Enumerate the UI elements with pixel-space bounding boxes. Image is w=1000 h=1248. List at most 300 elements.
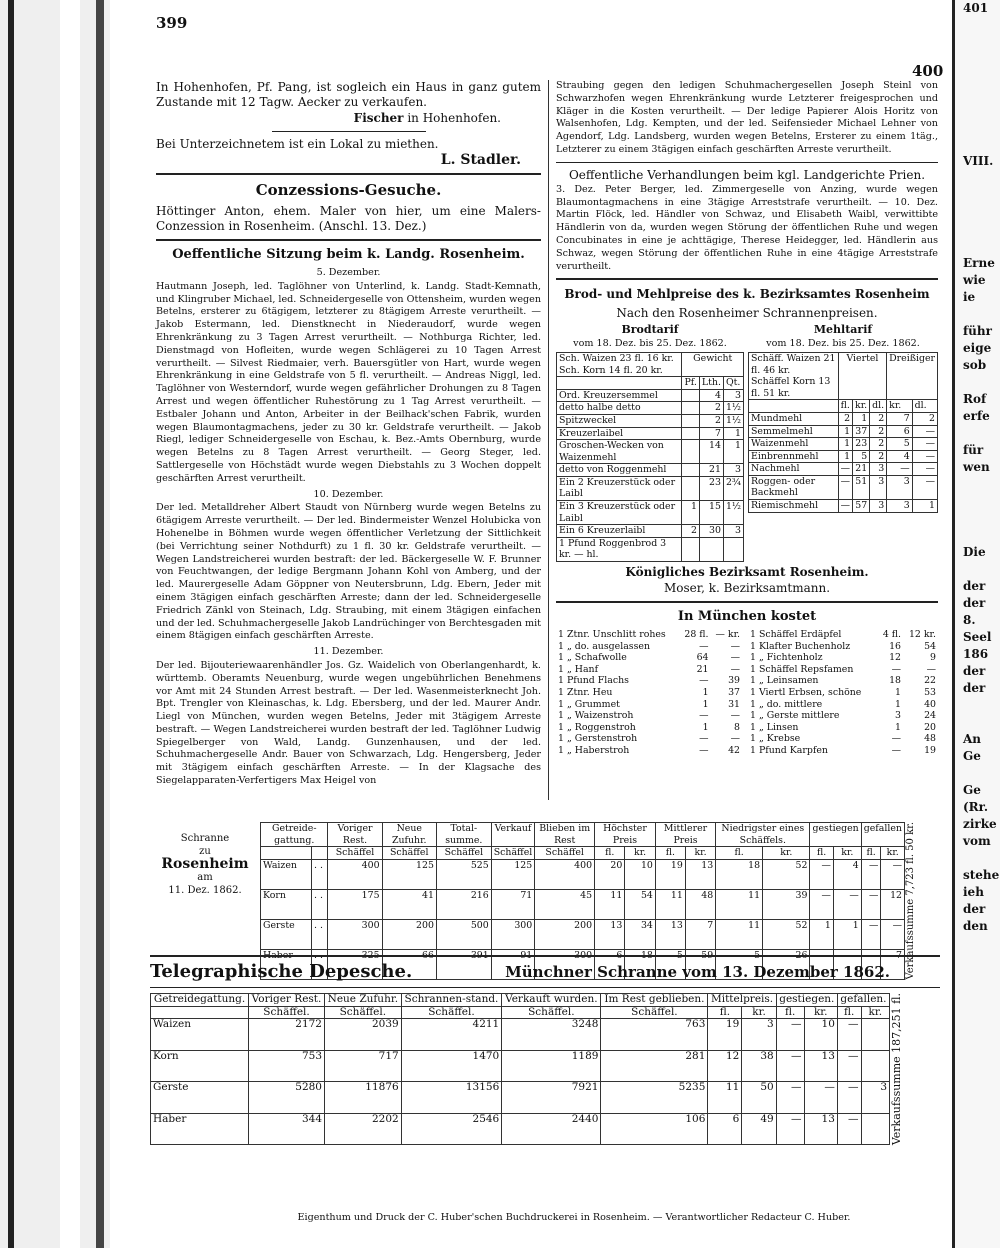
mehl-price-head: Schäff. Waizen 21 fl. 46 kr. Schäffel Korn 13 fl. 51 kr. <box>749 352 839 399</box>
verdicts-10-dez: Der led. Metalldreher Albert Staudt von Nürnberg wurde wegen Betelns zu 6tägigem Arreste verurtheilt. — Der led. Bindermeister Wenzel Holubicka von Hohenelbe in Böhmen wurde wegen öffentlicher Verletzung der Sittlichkeit (bei Verrichtung seiner Nothdurft) zu 1 fl. 30 kr. Geldstrafe verurtheilt. — Wegen Landstreicherei wurden bestraft: der led. Bäckergeselle W. F. Brunner von Feuchtwangen, der ledige Bergmann Johann Kohl von Amberg, und der led. Maurergeselle Adam Göppner von Neutersbrunn, Ldg. Ebern, Jeder mit einem 3tägigen einfach geschärften Arreste; dann der led. Schneidergeselle Friedrich Zänkl von Steinach, Ldg. Straubing, mit einem 3tägigen einfachen und der led. Schuhmachergeselle Jakob Landrüchinger von Berchtesgaden mit einem 8tägigen einfach geschärften Arreste. <box>156 502 541 642</box>
muenchen-row-cell: 4 fl. <box>882 629 901 641</box>
mehl-item: Einbrennmehl <box>749 450 839 463</box>
date-11-dez: 11. Dezember. <box>313 646 384 658</box>
schranne-unit: Schäffel <box>436 847 491 860</box>
muenchen-row-cell: 16 <box>889 640 901 652</box>
edge-text-line: Ge <box>963 749 981 763</box>
date-5-dez: 5. Dezember. <box>316 267 381 278</box>
mehl-cell: — <box>838 500 852 513</box>
schranne-unit: kr. <box>833 847 861 860</box>
schranne-cell: — <box>810 859 833 889</box>
depesche-cell: 1470 <box>401 1050 502 1081</box>
brod-cell: 1 <box>723 427 743 440</box>
muenchen-row-cell: 21 <box>696 663 709 675</box>
brod-cell <box>682 427 699 440</box>
depesche-cell: 19 <box>708 1019 742 1050</box>
mehl-cell: 3 <box>887 500 913 513</box>
muenchen-row-cell: 1 Pfund Karpfen <box>750 744 828 756</box>
depesche-cell: — <box>776 1082 804 1113</box>
schranne-row <box>261 919 905 949</box>
edge-text-line: ieh <box>963 885 984 899</box>
mehl-cell: 1 <box>838 425 852 438</box>
unit-blank <box>261 847 312 860</box>
muenchen-row-cell: — <box>699 710 709 722</box>
depesche-cell: 106 <box>601 1113 708 1145</box>
schranne-cell: 1 <box>810 919 833 949</box>
brod-cell <box>682 414 699 427</box>
muenchen-row-cell: 1 „ Haberstroh <box>558 744 630 756</box>
mehl-row <box>749 450 938 463</box>
muenchen-row <box>748 745 938 757</box>
muenchen-row-cell: 1 Viertl Erbsen, schöne <box>750 687 862 699</box>
edge-text-line: der <box>963 902 986 916</box>
mehl-cell: 1 <box>838 450 852 463</box>
imprint: Eigenthum und Druck der C. Huber'schen Buchdruckerei in Rosenheim. — Verantwortlicher Redacteur C. Huber. <box>297 1212 851 1223</box>
depesche-cell: 6 <box>708 1113 742 1145</box>
depesche-row <box>151 1019 890 1050</box>
mehl-row <box>749 500 938 513</box>
muenchen-row-cell: 1 „ do. ausgelassen <box>558 640 651 652</box>
brod-row <box>557 389 744 402</box>
depesche-row <box>151 1082 890 1113</box>
muenchen-row <box>556 722 742 734</box>
schranne-cell: 300 <box>328 919 382 949</box>
mehl-cell: — <box>912 463 937 476</box>
col-kr: kr. <box>853 400 870 413</box>
schranne-cell: 48 <box>685 889 715 919</box>
depesche-unit: Schäffel. <box>601 1006 708 1019</box>
depesche-header: gefallen. <box>837 994 889 1007</box>
schranne-cell: 54 <box>625 889 656 919</box>
mehl-row <box>749 425 938 438</box>
page-number-left: 399 <box>156 14 188 32</box>
muenchen-row-cell: 19 <box>924 744 936 756</box>
grain-name: Korn <box>261 889 312 919</box>
depesche-unit: kr. <box>861 1006 889 1019</box>
depesche-cell: 11876 <box>325 1082 402 1113</box>
schranne-cell: 5 <box>716 949 763 979</box>
schranne-cell: 20 <box>595 859 625 889</box>
schranne-header: Neue Zufuhr. <box>382 823 436 847</box>
muenchen-row-cell: — <box>699 640 709 652</box>
schranne-cell: 391 <box>436 949 491 979</box>
muenchen-row <box>556 641 742 653</box>
edge-text-line: der <box>963 579 986 593</box>
muenchen-row-cell: 22 <box>924 675 936 687</box>
depesche-cell: — <box>776 1019 804 1050</box>
schranne-cell: 71 <box>491 889 535 919</box>
edge-text-line: Die <box>963 545 986 559</box>
column-divider <box>548 80 549 800</box>
schranne-cell: 13 <box>595 919 625 949</box>
mehl-cell: 7 <box>887 412 913 425</box>
depesche-cell: 281 <box>601 1050 708 1081</box>
edge-text-line <box>955 714 1000 731</box>
edge-text-line <box>955 187 1000 204</box>
muenchen-row-cell: 31 <box>728 698 740 710</box>
brod-item: 1 Pfund Roggenbrod 3 kr. — hl. <box>557 537 682 561</box>
brod-cell: 2 <box>682 525 699 538</box>
depesche-unit: Schäffel. <box>502 1006 601 1019</box>
muenchen-row-cell: 37 <box>728 687 740 699</box>
muenchen-row <box>748 664 938 676</box>
muenchen-row-cell: 1 „ Leinsamen <box>750 675 819 687</box>
muenchen-row-cell: 1 „ Fichtenholz <box>750 652 823 664</box>
mehl-cell: — <box>838 463 852 476</box>
edge-text-line <box>955 697 1000 714</box>
brod-item: Ord. Kreuzersemmel <box>557 389 682 402</box>
dots: . . <box>312 919 328 949</box>
muenchen-row-cell: 1 „ Grummet <box>558 698 620 710</box>
schranne-unit: Schäffel <box>328 847 382 860</box>
brod-cell <box>723 537 743 561</box>
muenchen-row-cell: 1 „ Schafwolle <box>558 652 627 664</box>
edge-text-line: VIII. <box>963 154 994 168</box>
depesche-cell: 13 <box>804 1113 837 1145</box>
brod-cell: 23 <box>699 476 723 500</box>
schranne-cell: 200 <box>535 919 595 949</box>
depesche-header: Im Rest geblieben. <box>601 994 708 1007</box>
schranne-header: gestiegen <box>810 823 861 847</box>
schranne-header: gefallen <box>861 823 904 847</box>
depesche-cell <box>861 1113 889 1145</box>
schranne-cell: — <box>881 919 905 949</box>
schranne-cell: 13 <box>685 859 715 889</box>
muenchen-row-cell: 12 kr. <box>908 629 936 641</box>
brod-cell: 1 <box>723 440 743 464</box>
muenchen-row-cell: — <box>730 710 740 722</box>
mehl-cell: — <box>887 463 913 476</box>
schranne-cell: 300 <box>535 949 595 979</box>
muenchen-row <box>748 710 938 722</box>
mehl-item: Semmelmehl <box>749 425 839 438</box>
muenchen-row-cell: — <box>730 663 740 675</box>
muenchen-row-cell: 1 <box>895 687 901 699</box>
brod-cell <box>682 402 699 415</box>
edge-text-line <box>955 765 1000 782</box>
muenchen-row-cell: 54 <box>924 640 936 652</box>
schranne-unit: kr. <box>881 847 905 860</box>
mehl-cell: 2 <box>870 450 887 463</box>
muenchen-row-cell: 18 <box>889 675 901 687</box>
muenchen-row <box>748 687 938 699</box>
depesche-header: Schrannen-stand. <box>401 994 502 1007</box>
muenchen-row <box>556 629 742 641</box>
amt-signature: Moser, k. Bezirksamtmann. <box>663 581 831 596</box>
schranne-cell: 500 <box>436 919 491 949</box>
schranne-cell: 325 <box>328 949 382 979</box>
mehl-cell: 37 <box>853 425 870 438</box>
schranne-unit: fl. <box>595 847 625 860</box>
muenchen-row-cell: 1 „ Hanf <box>558 663 599 675</box>
muenchen-row-cell: 1 „ Krebse <box>750 733 801 745</box>
brod-row <box>557 537 744 561</box>
mehl-row <box>749 438 938 451</box>
schranne-cell: 125 <box>382 859 436 889</box>
col-pf: Pf. <box>682 377 699 390</box>
muenchen-row-cell: 1 „ Roggenstroh <box>558 721 636 733</box>
muenchen-row-cell: 1 „ Linsen <box>750 721 799 733</box>
date-10-dez: 10. Dezember. <box>313 488 384 500</box>
dots: . . <box>312 949 328 979</box>
muenchen-row-cell: 9 <box>930 652 936 664</box>
mehltarif-block <box>748 324 938 562</box>
mehl-cell: 23 <box>853 438 870 451</box>
mehl-cell: — <box>912 475 937 499</box>
depesche-cell: 2546 <box>401 1113 502 1145</box>
mehl-row <box>749 412 938 425</box>
depesche-cell: — <box>837 1050 861 1081</box>
brod-subtitle: Nach den Rosenheimer Schrannenpreisen. <box>616 306 878 321</box>
muenchen-row-cell: 1 „ do. mittlere <box>750 698 823 710</box>
brod-row <box>557 476 744 500</box>
edge-text-line: der <box>963 664 986 678</box>
brod-item: Ein 2 Kreuzerstück oder Laibl <box>557 476 682 500</box>
schranne-unit: Schäffel <box>382 847 436 860</box>
depesche-unit: Schäffel. <box>325 1006 402 1019</box>
edge-text-line: führ <box>963 324 992 338</box>
depesche-cell: 49 <box>742 1113 776 1145</box>
brod-item: detto halbe detto <box>557 402 682 415</box>
edge-text-line <box>955 170 1000 187</box>
brod-cell: 30 <box>699 525 723 538</box>
schranne-cell: 19 <box>655 859 685 889</box>
depesche-cell: — <box>837 1019 861 1050</box>
depesche-cell: 2172 <box>249 1019 325 1050</box>
edge-text-line <box>955 527 1000 544</box>
depesche-unit: Schäffel. <box>401 1006 502 1019</box>
edge-text-line <box>955 238 1000 255</box>
depesche-cell: — <box>776 1113 804 1145</box>
schranne-cell: 10 <box>625 859 656 889</box>
mehl-cell: 2 <box>870 438 887 451</box>
schranne-cell: 91 <box>491 949 535 979</box>
edge-text-line <box>955 34 1000 51</box>
brod-cell: 2 <box>699 414 723 427</box>
brod-row <box>557 414 744 427</box>
brodtarif-range: vom 18. Dez. bis 25. Dez. 1862. <box>573 338 727 350</box>
depesche-cell: 717 <box>325 1050 402 1081</box>
schranne-unit: fl. <box>655 847 685 860</box>
edge-text-line: stehe <box>963 868 1000 882</box>
schranne-summe: Verkaufssumme 7,723 fl. 50 kr. <box>905 822 916 980</box>
col-dl2: dl. <box>912 400 937 413</box>
muenchen-row-cell: 1 Klafter Buchenholz <box>750 640 851 652</box>
telegraph-section <box>150 955 940 1145</box>
muenchen-row <box>556 733 742 745</box>
edge-text-line: Erne <box>963 256 995 270</box>
schranne-cell: — <box>881 859 905 889</box>
muenchen-row-cell: 1 <box>895 698 901 710</box>
depesche-header: Verkauft wurden. <box>502 994 601 1007</box>
schranne-cell: 26 <box>763 949 810 979</box>
brod-cell: 3 <box>723 464 743 477</box>
grain-name: Gerste <box>151 1082 249 1113</box>
schranne-header: Blieben im Rest <box>535 823 595 847</box>
mehl-cell: — <box>912 450 937 463</box>
depesche-unit: kr. <box>804 1006 837 1019</box>
muenchen-row-cell: 20 <box>924 721 936 733</box>
depesche-cell: 2202 <box>325 1113 402 1145</box>
brod-cell <box>699 537 723 561</box>
muenchen-prices <box>556 629 938 757</box>
schranne-cell: — <box>861 889 881 919</box>
edge-text-line <box>955 119 1000 136</box>
mehl-item: Waizenmehl <box>749 438 839 451</box>
schranne-cell: 4 <box>833 859 861 889</box>
muenchen-row <box>748 675 938 687</box>
schranne-header: Höchster Preis <box>595 823 656 847</box>
depesche-unit: Schäffel. <box>249 1006 325 1019</box>
schranne-cell: — <box>810 949 833 979</box>
mehl-cell: — <box>912 438 937 451</box>
ad-house-sale: In Hohenhofen, Pf. Pang, ist sogleich ein Haus in ganz gutem Zustande mit 12 Tagw. Aecker zu verkaufen. <box>156 80 541 109</box>
viertel-header: Viertel <box>838 352 886 399</box>
edge-text-line: zirke <box>963 817 997 831</box>
schranne-cell: 11 <box>595 889 625 919</box>
schranne-cell: 6 <box>595 949 625 979</box>
schranne-place: Schranne zu Rosenheim am 11. Dez. 1862. <box>161 833 249 896</box>
schranne-cell: 5 <box>655 949 685 979</box>
brod-item: Kreuzerlaibel <box>557 427 682 440</box>
mehl-cell: 3 <box>887 475 913 499</box>
depesche-unit: kr. <box>742 1006 776 1019</box>
depesche-cell: 10 <box>804 1019 837 1050</box>
schranne-header: Mittlerer Preis <box>655 823 715 847</box>
conzessions-heading: Conzessions-Gesuche. <box>255 181 442 199</box>
mehl-item: Nachmehl <box>749 463 839 476</box>
mehl-cell: 57 <box>853 500 870 513</box>
depesche-cell: 3248 <box>502 1019 601 1050</box>
edge-text-line <box>955 17 1000 34</box>
edge-text-line: für <box>963 443 984 457</box>
brod-cell: 14 <box>699 440 723 464</box>
edge-text-line <box>955 306 1000 323</box>
muenchen-row-cell: — <box>699 675 709 687</box>
depesche-cell: 5235 <box>601 1082 708 1113</box>
schranne-unit: fl. <box>861 847 881 860</box>
schranne-row <box>261 859 905 889</box>
depesche-unit: fl. <box>776 1006 804 1019</box>
depesche-cell: 38 <box>742 1050 776 1081</box>
brod-cell: 4 <box>699 389 723 402</box>
brod-cell: 2 <box>699 402 723 415</box>
depesche-row <box>151 1050 890 1081</box>
muenchen-row-cell: 1 „ Gerste mittlere <box>750 710 840 722</box>
mehl-cell: 4 <box>887 450 913 463</box>
depesche-cell: — <box>837 1113 861 1145</box>
edge-text-line <box>955 476 1000 493</box>
muenchen-row-cell: — <box>730 652 740 664</box>
depesche-cell: 4211 <box>401 1019 502 1050</box>
ad-signature: Fischer in Hohenhofen. <box>353 111 501 125</box>
brod-item: Ein 3 Kreuzerstück oder Laibl <box>557 501 682 525</box>
brod-item: Ein 6 Kreuzerlaibl <box>557 525 682 538</box>
brod-item: detto von Roggenmehl <box>557 464 682 477</box>
muenchen-row-cell: — <box>891 733 901 745</box>
brod-cell: 1½ <box>723 414 743 427</box>
brod-cell: 7 <box>699 427 723 440</box>
depesche-header: Neue Zufuhr. <box>325 994 402 1007</box>
book-gutter <box>0 0 110 1248</box>
brod-cell: 15 <box>699 501 723 525</box>
edge-text-line: eige <box>963 341 992 355</box>
prien-text: 3. Dez. Peter Berger, led. Zimmergeselle von Anzing, wurde wegen Blaumontagmachens in eine 3tägige Arreststrafe verurtheilt. — 10. Dez. Martin Flöck, led. Händler von Schwaz, und Elisabeth Waibl, verwittibte Händlerin von da, wurden wegen Störung der öffentlichen Ruhe und wegen Concubinates in eine je achttägige, Therese Heidegger, led. Händlerin aus Schwaz, wegen Störung der öffentlichen Ruhe in eine 4tägige Arreststrafe verurtheilt. <box>556 183 938 272</box>
verdicts-11-dez: Der led. Bijouteriewaarenhändler Jos. Gz. Waidelich von Oberlangenhardt, k. württemb. Oberamts Neuenburg, wurde wegen ungebührlichen Benehmens vor Amt mit 24 Stunden Arrest bestraft. — Der led. Wasenmeisterknecht Joh. Bpt. Trengler von Kleinaschas, k. Ldg. Ebersberg, und der led. Maurer Andr. Liegl von München, wurden wegen Betelns, Jeder mit 3tägigem Arreste bestraft. — Wegen Landstreicherei wurden bestraft der led. Taglöhner Ludwig Spiegelberger von Wald, Landg. Gunzenhausen, und der led. Schuhmachergeselle Andr. Bauer von Schwarzach, Ldg. Hengersberg, Jeder mit 3tägigem einfach geschärften Arreste. — In der Klagsache des Siegelapparaten-Verfertigers Max Heigel von <box>156 659 541 787</box>
depesche-cell: 50 <box>742 1082 776 1113</box>
mehl-cell: 1 <box>853 412 870 425</box>
schranne-cell: 525 <box>436 859 491 889</box>
edge-text-line: sob <box>963 358 987 372</box>
mehltarif-title: Mehltarif <box>813 323 873 337</box>
edge-text-line: An <box>963 732 982 746</box>
muenchen-row-cell: — kr. <box>715 629 740 641</box>
edge-text-line <box>955 510 1000 527</box>
grain-name: Waizen <box>261 859 312 889</box>
brod-row <box>557 464 744 477</box>
brod-cell: 1½ <box>723 501 743 525</box>
depesche-cell: 1189 <box>502 1050 601 1081</box>
ad-lokal: Bei Unterzeichnetem ist ein Lokal zu miethen. <box>156 137 439 151</box>
mehl-cell: — <box>838 475 852 499</box>
schranne-header: Voriger Rest. <box>328 823 382 847</box>
edge-text-line <box>955 374 1000 391</box>
schranne-header: Total-summe. <box>436 823 491 847</box>
depesche-cell: 763 <box>601 1019 708 1050</box>
mehl-row <box>749 463 938 476</box>
brod-row <box>557 427 744 440</box>
muenchen-right-table <box>748 629 938 757</box>
schranne-header: Verkauf <box>491 823 535 847</box>
muenchen-row-cell: 12 <box>889 652 901 664</box>
mehl-cell: 3 <box>870 500 887 513</box>
depesche-cell: — <box>804 1082 837 1113</box>
grain-name: Gerste <box>261 919 312 949</box>
schranne-cell: 18 <box>625 949 656 979</box>
edge-text-line <box>955 425 1000 442</box>
muenchen-row-cell: 1 „ Gerstenstroh <box>558 733 638 745</box>
schranne-cell: 175 <box>328 889 382 919</box>
brodtarif-title: Brodtarif <box>621 323 679 337</box>
brod-row <box>557 501 744 525</box>
edge-text-line <box>955 493 1000 510</box>
col-fl: fl. <box>838 400 852 413</box>
depesche-cell: 13156 <box>401 1082 502 1113</box>
sitzung-heading: Oeffentliche Sitzung beim k. Landg. Rosenheim. <box>172 247 525 262</box>
muenchen-row <box>556 745 742 757</box>
depesche-header: Voriger Rest. <box>249 994 325 1007</box>
schranne-cell: — <box>861 859 881 889</box>
brod-row <box>557 440 744 464</box>
col-kr2: kr. <box>887 400 913 413</box>
schranne-unit: fl. <box>810 847 833 860</box>
verdicts-continued: Straubing gegen den ledigen Schuhmachergesellen Joseph Steinl von Schwarzhofen wegen Ehrenkränkung wurde Letzterer freigesprochen und Kläger in die Kosten verurtheilt. — Der ledige Papierer Alois Horitz von Walsenhofen, Ldg. Kempten, und der led. Seifensieder Michael Lehner von Agendorf, Ldg. Landsberg, wurden wegen Betelns, Ersterer zu einem 1täg., Letzterer zu einem 3tägigen einfach geschärften Arreste verurtheilt. <box>556 80 938 155</box>
brod-row <box>557 402 744 415</box>
muenchen-row-cell: 48 <box>924 733 936 745</box>
depesche-cell: 11 <box>708 1082 742 1113</box>
muenchen-row-cell: — <box>730 640 740 652</box>
schranne-cell: 52 <box>763 859 810 889</box>
unit-blank <box>151 1006 249 1019</box>
muenchen-row-cell: 24 <box>924 710 936 722</box>
schranne-row <box>261 889 905 919</box>
schranne-cell: 11 <box>716 919 763 949</box>
muenchen-row-cell: 1 Schäffel Erdäpfel <box>750 629 842 641</box>
schranne-cell: 125 <box>491 859 535 889</box>
schranne-cell: 11 <box>716 889 763 919</box>
muenchen-row <box>556 664 742 676</box>
depesche-cell: — <box>837 1082 861 1113</box>
